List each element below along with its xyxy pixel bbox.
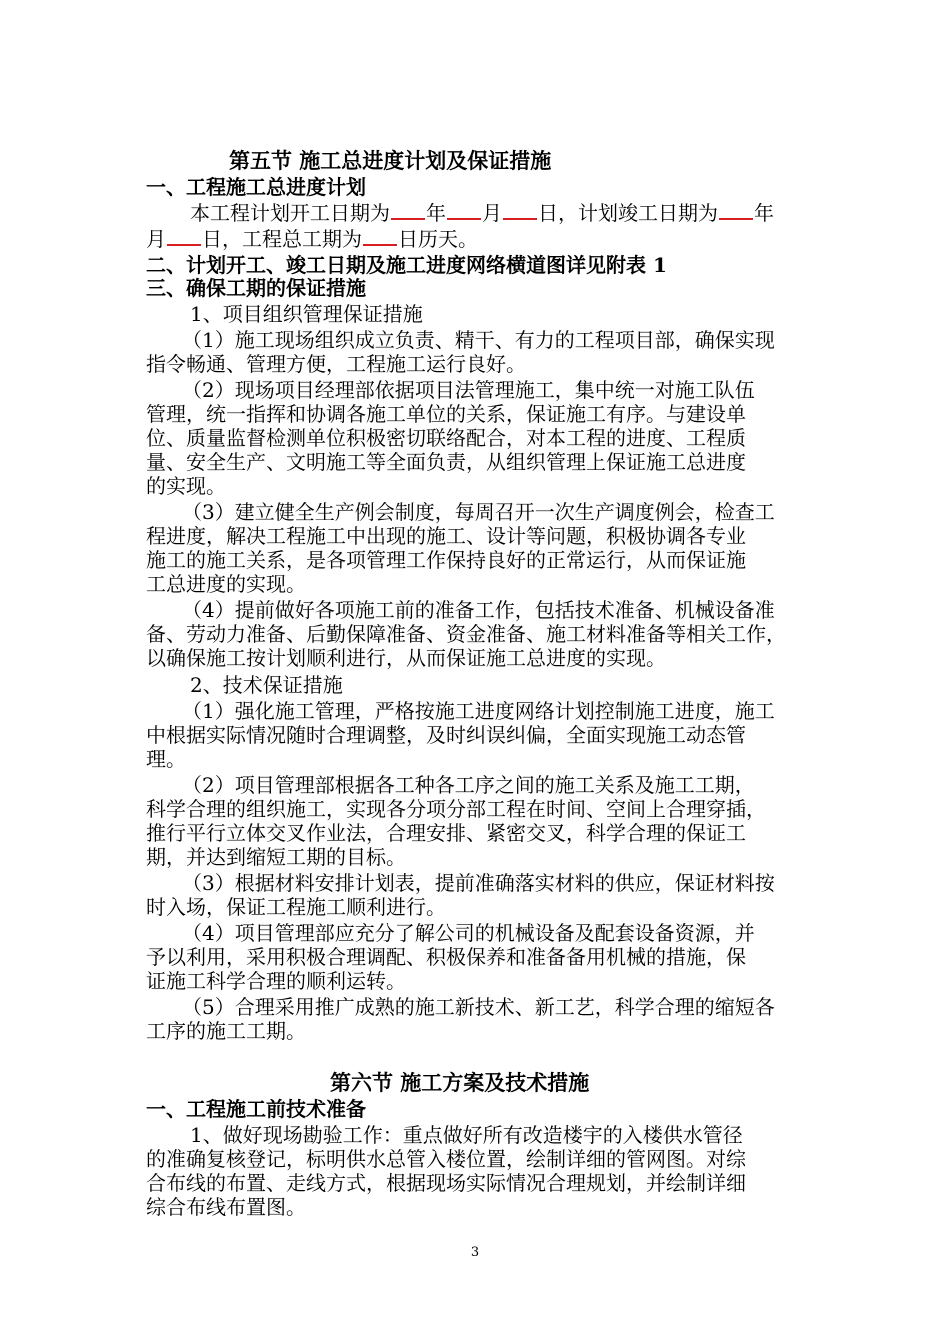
blank-field	[447, 200, 481, 220]
org-2-line: 管理，统一指挥和协调各施工单位的关系，保证施工有序。与建设单	[146, 402, 746, 426]
subheading-org: 1、项目组织管理保证措施	[190, 302, 423, 326]
org-3-line: 施工的施工关系，是各项管理工作保持良好的正常运行，从而保证施	[146, 548, 746, 572]
org-3-line: 工总进度的实现。	[146, 572, 306, 596]
schedule-line-2: 月 日，工程总工期为 日历天。	[146, 227, 478, 251]
blank-field	[391, 200, 425, 220]
heading-3: 三、确保工期的保证措施	[146, 276, 366, 300]
org-4-line: 备、劳动力准备、后勤保障准备、资金准备、施工材料准备等相关工作，	[146, 622, 786, 646]
s6-p1-line: 1、做好现场勘验工作：重点做好所有改造楼宇的入楼供水管径	[190, 1123, 743, 1147]
blank-field	[363, 226, 397, 246]
org-3-line: 程进度，解决工程施工中出现的施工、设计等问题，积极协调各专业	[146, 524, 746, 548]
org-4-line: （4）提前做好各项施工前的准备工作，包括技术准备、机械设备准	[182, 598, 775, 622]
tech-4-line: 予以利用，采用积极合理调配、积极保养和准备备用机械的措施，保	[146, 945, 746, 969]
blank-field	[167, 226, 201, 246]
section-5-title: 第五节 施工总进度计划及保证措施	[229, 148, 552, 173]
org-1-line: 指令畅通、管理方便，工程施工运行良好。	[146, 352, 526, 376]
tech-1-line: （1）强化施工管理，严格按施工进度网络计划控制施工进度，施工	[182, 699, 775, 723]
s6-p1-line: 合布线的布置、走线方式，根据现场实际情况合理规划，并绘制详细	[146, 1171, 746, 1195]
tech-5-line: 工序的施工工期。	[146, 1019, 306, 1043]
blank-field	[719, 200, 753, 220]
org-2-line: 量、安全生产、文明施工等全面负责，从组织管理上保证施工总进度	[146, 450, 746, 474]
tech-2-line: 科学合理的组织施工，实现各分项分部工程在时间、空间上合理穿插，	[146, 797, 766, 821]
tech-3-line: 时入场，保证工程施工顺利进行。	[146, 895, 446, 919]
tech-3-line: （3）根据材料安排计划表，提前准确落实材料的供应，保证材料按	[182, 871, 775, 895]
subheading-tech: 2、技术保证措施	[190, 673, 343, 697]
org-1-line: （1）施工现场组织成立负责、精干、有力的工程项目部，确保实现	[182, 328, 775, 352]
tech-4-line: 证施工科学合理的顺利运转。	[146, 969, 406, 993]
tech-1-line: 理。	[146, 747, 186, 771]
tech-1-line: 中根据实际情况随时合理调整，及时纠误纠偏，全面实现施工动态管	[146, 723, 746, 747]
org-3-line: （3）建立健全生产例会制度，每周召开一次生产调度例会，检查工	[182, 500, 775, 524]
org-2-line: 的实现。	[146, 474, 226, 498]
s6-p1-line: 的准确复核登记，标明供水总管入楼位置，绘制详细的管网图。对综	[146, 1147, 746, 1171]
org-2-line: 位、质量监督检测单位积极密切联络配合，对本工程的进度、工程质	[146, 426, 746, 450]
tech-2-line: （2）项目管理部根据各工种各工序之间的施工关系及施工工期，	[182, 773, 755, 797]
org-4-line: 以确保施工按计划顺利进行，从而保证施工总进度的实现。	[146, 646, 666, 670]
schedule-line-1: 本工程计划开工日期为 年 月 日，计划竣工日期为 年	[190, 201, 774, 225]
s6-p1-line: 综合布线布置图。	[146, 1195, 306, 1219]
heading-1: 一、工程施工总进度计划	[146, 175, 366, 199]
tech-4-line: （4）项目管理部应充分了解公司的机械设备及配套设备资源，并	[182, 921, 755, 945]
heading-section-6-1: 一、工程施工前技术准备	[146, 1097, 366, 1121]
tech-2-line: 期，并达到缩短工期的目标。	[146, 845, 406, 869]
heading-2: 二、计划开工、竣工日期及施工进度网络横道图详见附表 1	[146, 253, 667, 277]
tech-5-line: （5）合理采用推广成熟的施工新技术、新工艺，科学合理的缩短各	[182, 995, 775, 1019]
section-6-title: 第六节 施工方案及技术措施	[330, 1070, 590, 1095]
org-2-line: （2）现场项目经理部依据项目法管理施工，集中统一对施工队伍	[182, 378, 755, 402]
page-number: 3	[470, 1245, 480, 1260]
blank-field	[503, 200, 537, 220]
tech-2-line: 推行平行立体交叉作业法，合理安排、紧密交叉，科学合理的保证工	[146, 821, 746, 845]
